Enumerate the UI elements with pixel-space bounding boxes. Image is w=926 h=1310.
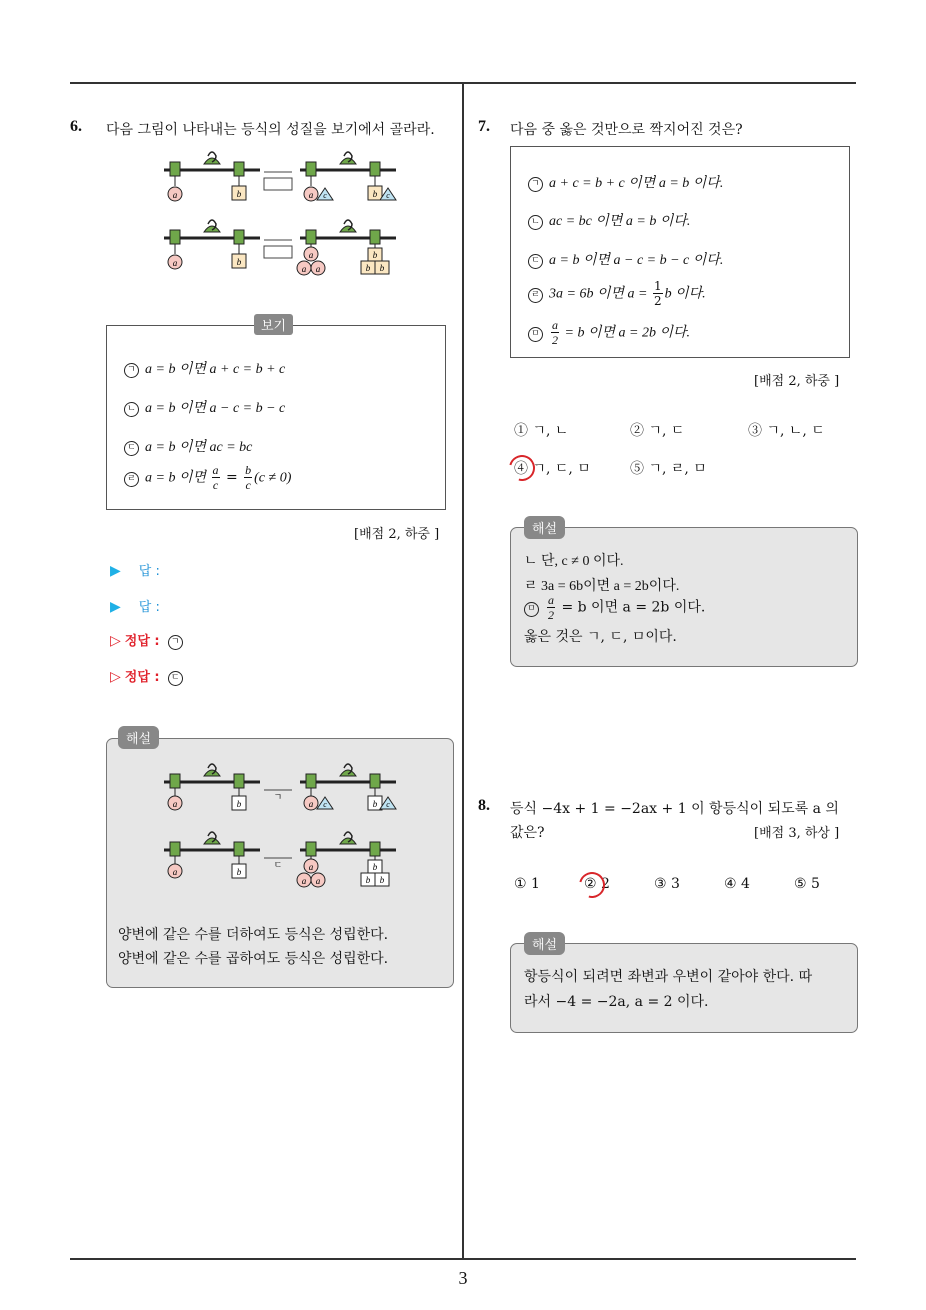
svg-text:a: a bbox=[315, 264, 321, 274]
q8-expl-line-1: 항등식이 되려면 좌변과 우변이 같아야 한다. 따 bbox=[524, 969, 813, 985]
svg-text:ㄷ: ㄷ bbox=[273, 861, 283, 871]
q8-choice-1[interactable]: ① 1 bbox=[514, 876, 540, 892]
svg-text:b: b bbox=[365, 263, 371, 273]
q6-question: 다음 그림이 나타내는 등식의 성질을 보기에서 골라라. bbox=[106, 122, 435, 138]
q8-explanation-box bbox=[510, 943, 858, 1033]
svg-text:b: b bbox=[379, 263, 385, 273]
q7-score: [배점 2, 하중 ] bbox=[754, 374, 840, 389]
svg-text:a: a bbox=[315, 876, 321, 886]
q7-question: 다음 중 옳은 것만으로 짝지어진 것은? bbox=[510, 122, 743, 138]
q7-answer-mark-icon bbox=[504, 450, 540, 486]
svg-text:a: a bbox=[172, 867, 178, 877]
play-icon: ▶ bbox=[110, 599, 121, 615]
q8-score: [배점 3, 하상 ] bbox=[754, 826, 840, 841]
q8-choice-5[interactable]: ⑤ 5 bbox=[794, 876, 820, 892]
q8-expl-line-2: 라서 −4 = −2a, a = 2 이다. bbox=[524, 994, 709, 1010]
svg-text:a: a bbox=[172, 190, 178, 200]
svg-text:a: a bbox=[301, 264, 307, 274]
svg-text:b: b bbox=[236, 257, 242, 267]
q6-item-4: ㄹ a = b 이면 $\frac{a}{c}$ = $\frac{b}{c}$ (c ≠ 0) bbox=[124, 464, 291, 491]
svg-text:c: c bbox=[323, 191, 327, 200]
q7-choice-1[interactable]: ① ㄱ, ㄴ bbox=[514, 423, 569, 439]
hanger-row-1 bbox=[164, 152, 396, 201]
svg-text:b: b bbox=[236, 799, 242, 809]
svg-text:b: b bbox=[379, 875, 385, 885]
q7-item-3: ㄷ a = b 이면 a − c = b − c 이다. bbox=[528, 249, 723, 269]
q6-expl-line-1: 양변에 같은 수를 더하여도 등식은 성립한다. bbox=[118, 927, 389, 943]
q6-item-1: ㄱ a = b 이면 a + c = b + c bbox=[124, 358, 285, 378]
q8-choice-4[interactable]: ④ 4 bbox=[724, 876, 750, 892]
q7-item-2: ㄴ ac = bc 이면 a = b 이다. bbox=[528, 210, 690, 230]
svg-text:a: a bbox=[172, 258, 178, 268]
q6-item-1-mark: ㄱ bbox=[124, 363, 139, 378]
page-number: 3 bbox=[458, 1268, 468, 1288]
q8-choice-2[interactable]: ② 2 bbox=[584, 876, 610, 892]
q6-answer-2: ▶ 답 : bbox=[110, 599, 160, 615]
q7-choice-5[interactable]: ⑤ ㄱ, ㄹ, ㅁ bbox=[630, 461, 707, 477]
q7-item-5: ㅁ $\frac{a}{2}$ = b 이면 a = 2b 이다. bbox=[528, 319, 690, 346]
q7-expl-title: 해설 bbox=[524, 516, 565, 539]
svg-text:a: a bbox=[301, 876, 307, 886]
q7-number: 7. bbox=[478, 118, 490, 135]
svg-text:b: b bbox=[236, 867, 242, 877]
q7-expl-line-3: ㅁ $\frac{a}{2}$ = b 이면 a = 2b 이다. bbox=[524, 594, 705, 621]
svg-text:b: b bbox=[372, 799, 378, 809]
svg-text:c: c bbox=[386, 191, 390, 200]
q6-hanger-figure bbox=[160, 148, 400, 278]
q8-choice-3[interactable]: ③ 3 bbox=[654, 876, 680, 892]
q6-score: [배점 2, 하중 ] bbox=[354, 527, 440, 542]
q7-expl-line-1: ㄴ 단, c ≠ 0 이다. bbox=[524, 554, 624, 569]
svg-text:c: c bbox=[323, 800, 327, 809]
q6-item-4-mark: ㄹ bbox=[124, 472, 139, 487]
svg-text:c: c bbox=[386, 800, 390, 809]
q6-bogi-title: 보기 bbox=[254, 314, 293, 335]
hanger-row-2 bbox=[164, 220, 396, 275]
q8-question-line-2: 값은? bbox=[510, 825, 545, 841]
svg-text:a: a bbox=[308, 250, 314, 260]
q6-correct-1: ▷ 정답 : ㄱ bbox=[110, 630, 189, 650]
svg-text:b: b bbox=[372, 189, 378, 199]
q8-expl-title: 해설 bbox=[524, 932, 565, 955]
q7-choice-2[interactable]: ② ㄱ, ㄷ bbox=[630, 423, 685, 439]
q7-item-1: ㄱ a + c = b + c 이면 a = b 이다. bbox=[528, 172, 723, 192]
svg-text:b: b bbox=[372, 250, 378, 260]
q8-question-line-1: 등식 −4x + 1 = −2ax + 1 이 항등식이 되도록 a 의 bbox=[510, 801, 839, 817]
q6-item-3: ㄷ a = b 이면 ac = bc bbox=[124, 436, 252, 456]
q7-expl-line-2: ㄹ 3a = 6b이면 a = 2b이다. bbox=[524, 579, 680, 594]
q7-choice-3[interactable]: ③ ㄱ, ㄴ, ㄷ bbox=[748, 423, 825, 439]
q6-expl-hanger-figure bbox=[160, 760, 400, 900]
q6-item-2: ㄴ a = b 이면 a − c = b − c bbox=[124, 397, 285, 417]
q6-item-2-mark: ㄴ bbox=[124, 402, 139, 417]
q7-item-4: ㄹ 3a = 6b 이면 a = $\frac{1}{2}$ b 이다. bbox=[528, 280, 706, 307]
svg-text:a: a bbox=[308, 190, 314, 200]
q6-correct-2: ▷ 정답 : ㄷ bbox=[110, 666, 189, 686]
svg-text:ㄱ: ㄱ bbox=[273, 793, 283, 803]
play-icon: ▶ bbox=[110, 563, 121, 579]
svg-text:b: b bbox=[236, 189, 242, 199]
svg-text:b: b bbox=[372, 862, 378, 872]
q7-expl-line-4: 옳은 것은 ㄱ, ㄷ, ㅁ이다. bbox=[524, 629, 677, 645]
svg-text:a: a bbox=[308, 862, 314, 872]
q6-expl-line-2: 양변에 같은 수를 곱하여도 등식은 성립한다. bbox=[118, 951, 389, 967]
q6-answer-1: ▶ 답 : bbox=[110, 563, 160, 579]
q6-number: 6. bbox=[70, 118, 82, 135]
bottom-rule bbox=[70, 1258, 856, 1260]
svg-text:b: b bbox=[365, 875, 371, 885]
q6-item-3-mark: ㄷ bbox=[124, 441, 139, 456]
q8-number: 8. bbox=[478, 797, 490, 814]
outline-play-icon: ▷ bbox=[110, 669, 121, 685]
svg-text:a: a bbox=[172, 799, 178, 809]
svg-text:a: a bbox=[308, 799, 314, 809]
q8-answer-mark-icon bbox=[574, 867, 610, 903]
outline-play-icon: ▷ bbox=[110, 633, 121, 649]
column-divider bbox=[462, 82, 464, 1258]
q7-choice-4[interactable]: ④ ㄱ, ㄷ, ㅁ bbox=[514, 461, 591, 477]
q6-expl-title: 해설 bbox=[118, 726, 159, 749]
